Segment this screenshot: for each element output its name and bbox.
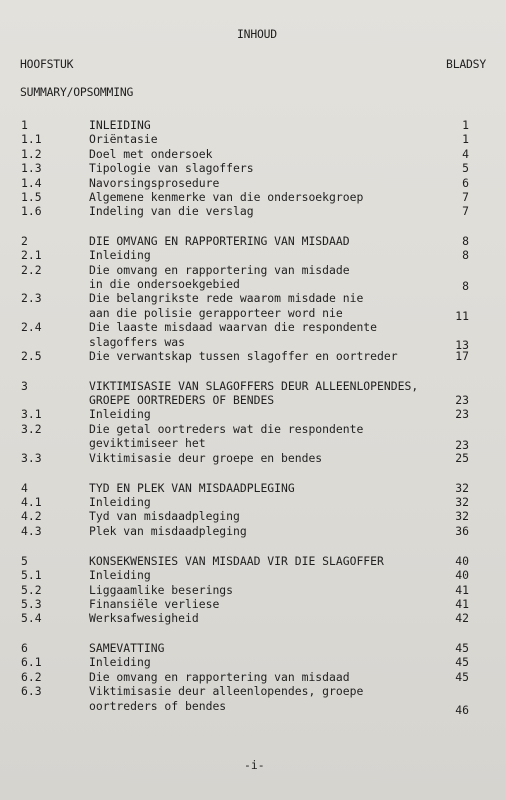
toc-page-number: 17 <box>455 349 469 363</box>
toc-entry-text: Die verwantskap tussen slagoffer en oortreder <box>89 349 398 363</box>
chapter-header: HOOFSTUK <box>20 57 74 71</box>
toc-number: 3.2 <box>21 422 42 436</box>
page-number-footer: -i- <box>244 758 265 772</box>
toc-number: 4.2 <box>21 509 42 523</box>
toc-entry-text: Algemene kenmerke van die ondersoekgroep <box>89 190 364 204</box>
toc-number: 6 <box>21 641 28 655</box>
toc-number: 1.6 <box>21 204 42 218</box>
toc-page-number: 13 <box>455 338 469 352</box>
toc-entry-text: Liggaamlike beserings <box>89 583 234 597</box>
toc-entry-text: VIKTIMISASIE VAN SLAGOFFERS DEUR ALLEENLOPENDES, <box>89 379 419 393</box>
toc-page-number: 40 <box>455 568 469 582</box>
toc-number: 1 <box>21 118 28 132</box>
toc-page-number: 46 <box>455 703 469 717</box>
toc-number: 1.5 <box>21 190 42 204</box>
toc-page-number: 8 <box>462 234 469 248</box>
toc-page-number: 1 <box>462 132 469 146</box>
toc-page-number: 25 <box>455 451 469 465</box>
toc-number: 6.2 <box>21 670 42 684</box>
summary-heading: SUMMARY/OPSOMMING <box>20 85 134 99</box>
toc-number: 5.2 <box>21 583 42 597</box>
toc-entry-text: KONSEKWENSIES VAN MISDAAD VIR DIE SLAGOFFER <box>89 554 384 568</box>
toc-page-number: 32 <box>455 481 469 495</box>
toc-page-number: 7 <box>462 204 469 218</box>
toc-number: 2 <box>21 234 28 248</box>
toc-page-number: 5 <box>462 161 469 175</box>
toc-page-number: 23 <box>455 393 469 407</box>
toc-entry-text: oortreders of bendes <box>89 699 227 713</box>
toc-entry-text: geviktimiseer het <box>89 436 206 450</box>
toc-page-number: 41 <box>455 597 469 611</box>
toc-page-number: 8 <box>462 248 469 262</box>
toc-page-number: 32 <box>455 495 469 509</box>
toc-entry-text: Inleiding <box>89 655 151 669</box>
toc-page-number: 45 <box>455 655 469 669</box>
toc-number: 3.1 <box>21 407 42 421</box>
toc-number: 2.5 <box>21 349 42 363</box>
toc-page-number: 11 <box>455 309 469 323</box>
toc-entry-text: Inleiding <box>89 568 151 582</box>
toc-entry-text: Tyd van misdaadpleging <box>89 509 240 523</box>
toc-entry-text: Tipologie van slagoffers <box>89 161 254 175</box>
toc-entry-text: DIE OMVANG EN RAPPORTERING VAN MISDAAD <box>89 234 350 248</box>
toc-page-number: 7 <box>462 190 469 204</box>
toc-page-number: 41 <box>455 583 469 597</box>
toc-page-number: 40 <box>455 554 469 568</box>
toc-number: 4.1 <box>21 495 42 509</box>
toc-entry-text: Oriëntasie <box>89 132 158 146</box>
toc-number: 2.3 <box>21 291 42 305</box>
toc-page-number: 45 <box>455 641 469 655</box>
toc-entry-text: Die getal oortreders wat die respondente <box>89 422 364 436</box>
toc-number: 1.4 <box>21 176 42 190</box>
toc-number: 4 <box>21 481 28 495</box>
toc-number: 1.2 <box>21 147 42 161</box>
toc-number: 2.4 <box>21 320 42 334</box>
toc-number: 3 <box>21 379 28 393</box>
toc-entry-text: SAMEVATTING <box>89 641 165 655</box>
toc-entry-text: slagoffers was <box>89 335 186 349</box>
toc-number: 5 <box>21 554 28 568</box>
toc-entry-text: in die ondersoekgebied <box>89 277 240 291</box>
toc-entry-text: Inleiding <box>89 248 151 262</box>
toc-number: 5.4 <box>21 611 42 625</box>
toc-number: 2.2 <box>21 263 42 277</box>
toc-number: 5.1 <box>21 568 42 582</box>
toc-entry-text: Die laaste misdaad waarvan die respondente <box>89 320 378 334</box>
toc-page-number: 8 <box>462 279 469 293</box>
toc-page-number: 6 <box>462 176 469 190</box>
toc-entry-text: Die belangrikste rede waarom misdade nie <box>89 291 364 305</box>
toc-number: 1.1 <box>21 132 42 146</box>
toc-entry-text: aan die polisie gerapporteer word nie <box>89 306 343 320</box>
toc-number: 6.3 <box>21 684 42 698</box>
toc-entry-text: Die omvang en rapportering van misdaad <box>89 670 350 684</box>
page-header: BLADSY <box>446 57 486 71</box>
toc-page-number: 1 <box>462 118 469 132</box>
page-title: INHOUD <box>237 27 277 41</box>
toc-page-number: 36 <box>455 524 469 538</box>
toc-entry-text: Finansiële verliese <box>89 597 220 611</box>
toc-entry-text: Plek van misdaadpleging <box>89 524 247 538</box>
toc-page-number: 23 <box>455 438 469 452</box>
toc-entry-text: INLEIDING <box>89 118 151 132</box>
toc-number: 3.3 <box>21 451 42 465</box>
toc-entry-text: Viktimisasie deur alleenlopendes, groepe <box>89 684 364 698</box>
toc-entry-text: GROEPE OORTREDERS OF BENDES <box>89 393 275 407</box>
toc-number: 1.3 <box>21 161 42 175</box>
toc-page-number: 42 <box>455 611 469 625</box>
toc-entry-text: Werksafwesigheid <box>89 611 199 625</box>
toc-page-number: 45 <box>455 670 469 684</box>
toc-page-number: 23 <box>455 407 469 421</box>
toc-entry-text: Die omvang en rapportering van misdade <box>89 263 350 277</box>
toc-number: 5.3 <box>21 597 42 611</box>
toc-number: 2.1 <box>21 248 42 262</box>
toc-page-number: 4 <box>462 147 469 161</box>
toc-entry-text: Inleiding <box>89 495 151 509</box>
toc-entry-text: Inleiding <box>89 407 151 421</box>
toc-entry-text: Navorsingsprosedure <box>89 176 220 190</box>
toc-number: 4.3 <box>21 524 42 538</box>
toc-entry-text: Indeling van die verslag <box>89 204 254 218</box>
toc-page-number: 32 <box>455 509 469 523</box>
toc-entry-text: TYD EN PLEK VAN MISDAADPLEGING <box>89 481 295 495</box>
toc-entry-text: Viktimisasie deur groepe en bendes <box>89 451 323 465</box>
toc-number: 6.1 <box>21 655 42 669</box>
toc-entry-text: Doel met ondersoek <box>89 147 213 161</box>
